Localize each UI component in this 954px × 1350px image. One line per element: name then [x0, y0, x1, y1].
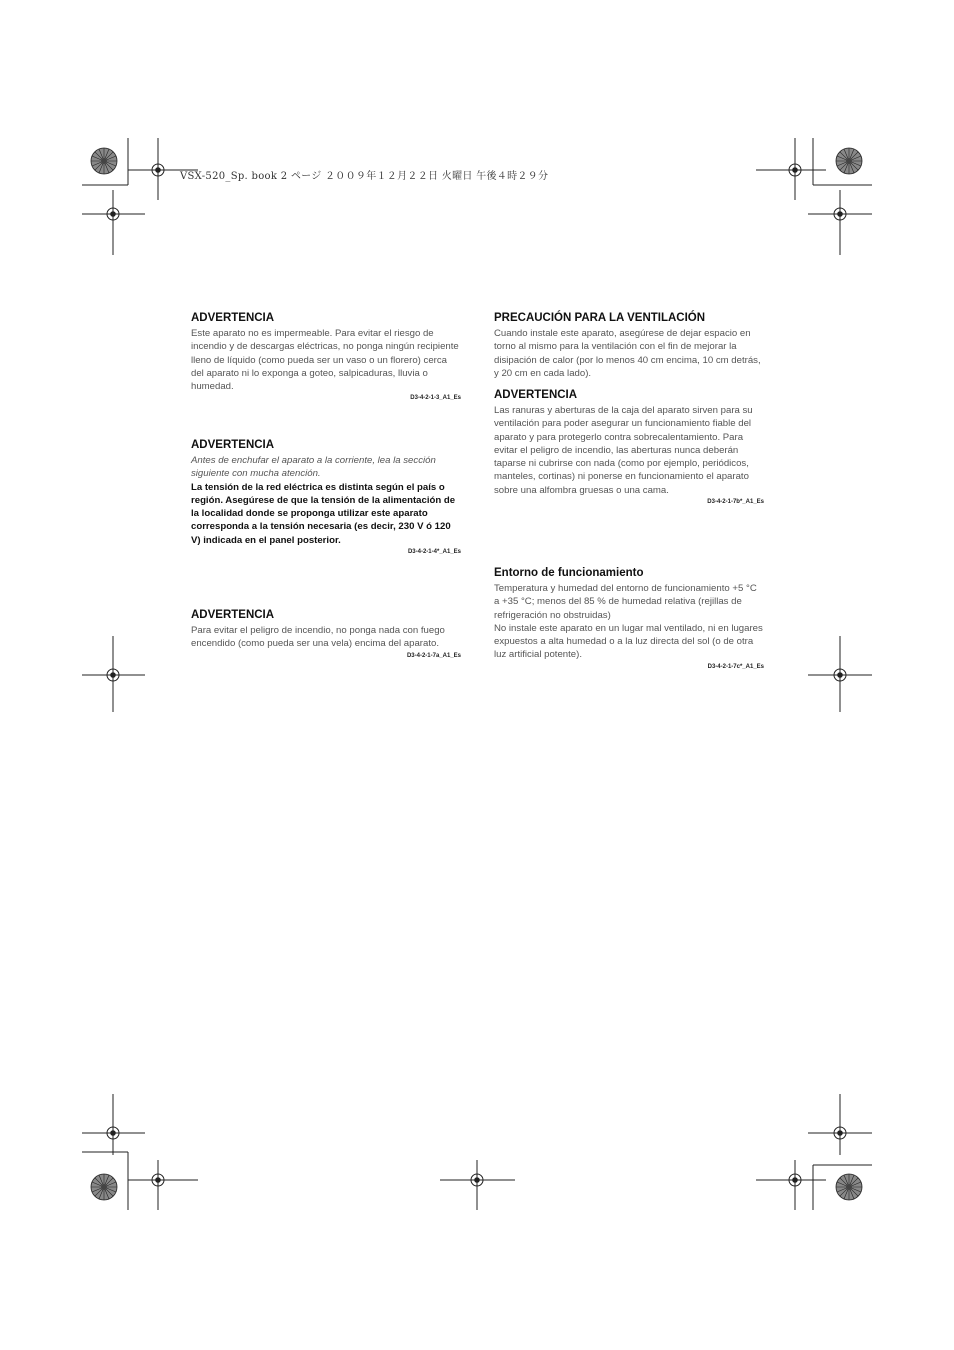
warning-openings-section	[494, 388, 764, 505]
section-body: Cuando instale este aparato, asegúrese de dejar espacio en torno al mismo para la ventilación con el fin de mejorar la disipación de calor (por lo menos 40 cm encima, 10 cm detrás, y 20 cm en cada lado).	[494, 328, 761, 379]
document-code: D3-4-2-1-3_A1_Es	[410, 395, 461, 402]
section-body: Este aparato no es impermeable. Para evitar el riesgo de incendio y de descargas eléctricas, no ponga ningún recipiente lleno de líquido (como pueda ser un vaso o un florero) cerca del aparato ni lo exponga a goteo, salpicaduras, lluvia o humedad.	[191, 328, 459, 393]
section-intro: Antes de enchufar el aparato a la corriente, lea la sección siguiente con mucha atención.	[191, 455, 436, 480]
document-code: D3-4-2-1-4*_A1_Es	[407, 549, 461, 556]
warning-water-section	[191, 311, 461, 401]
operating-environment-section	[494, 566, 764, 670]
section-body-bold: La tensión de la red eléctrica es distinta según el país o región. Asegúrese de que la tensión de la alimentación de la localidad donde se proponga utilizar este aparato corresponda a la tensión necesaria (es decir, 230 V ó 120 V) indicada en el panel posterior.	[191, 481, 456, 546]
section-body: Las ranuras y aberturas de la caja del aparato sirven para su ventilación para poder asegurar un funcionamiento fiable del aparato y para protegerlo contra sobrecalentamiento. Para evitar el peligro de incendio, las aberturas nunca deberán taparse ni cubrirse con nada (como por ejemplo, periódicos, manteles, cortinas) ni ponerse en funcionamiento el aparato sobre una alfombra gruesas o una cama.	[494, 405, 753, 496]
section-title: ADVERTENCIA	[494, 389, 578, 401]
section-title: PRECAUCIÓN PARA LA VENTILACIÓN	[494, 312, 706, 324]
section-title: ADVERTENCIA	[191, 312, 275, 324]
section-title: ADVERTENCIA	[191, 439, 275, 451]
section-body: Temperatura y humedad del entorno de funcionamiento +5 °C a +35 °C; menos del 85 % de humedad relativa (rejillas de refrigeración no obstruidas) No instale este aparato en un lugar mal ventilado, ni en lugares expuestos a alta humedad o a la luz directa del sol (o de otra luz artificial potente).	[494, 583, 763, 661]
warning-fire-section	[191, 608, 461, 659]
document-code: D3-4-2-1-7c*_A1_Es	[707, 663, 764, 670]
section-body: Para evitar el peligro de incendio, no ponga nada con fuego encendido (como pueda ser una vela) encima del aparato.	[191, 625, 445, 650]
section-title: ADVERTENCIA	[191, 609, 275, 621]
file-info-header: VSX-520_Sp. book 2 ページ ２００９年１２月２２日 火曜日 午後４時２９分	[180, 171, 549, 182]
document-code: D3-4-2-1-7b*_A1_Es	[707, 499, 764, 506]
document-code: D3-4-2-1-7a_A1_Es	[406, 652, 461, 659]
section-title: Entorno de funcionamiento	[494, 567, 644, 579]
warning-voltage-section	[191, 438, 461, 555]
ventilation-caution-section	[494, 311, 764, 380]
